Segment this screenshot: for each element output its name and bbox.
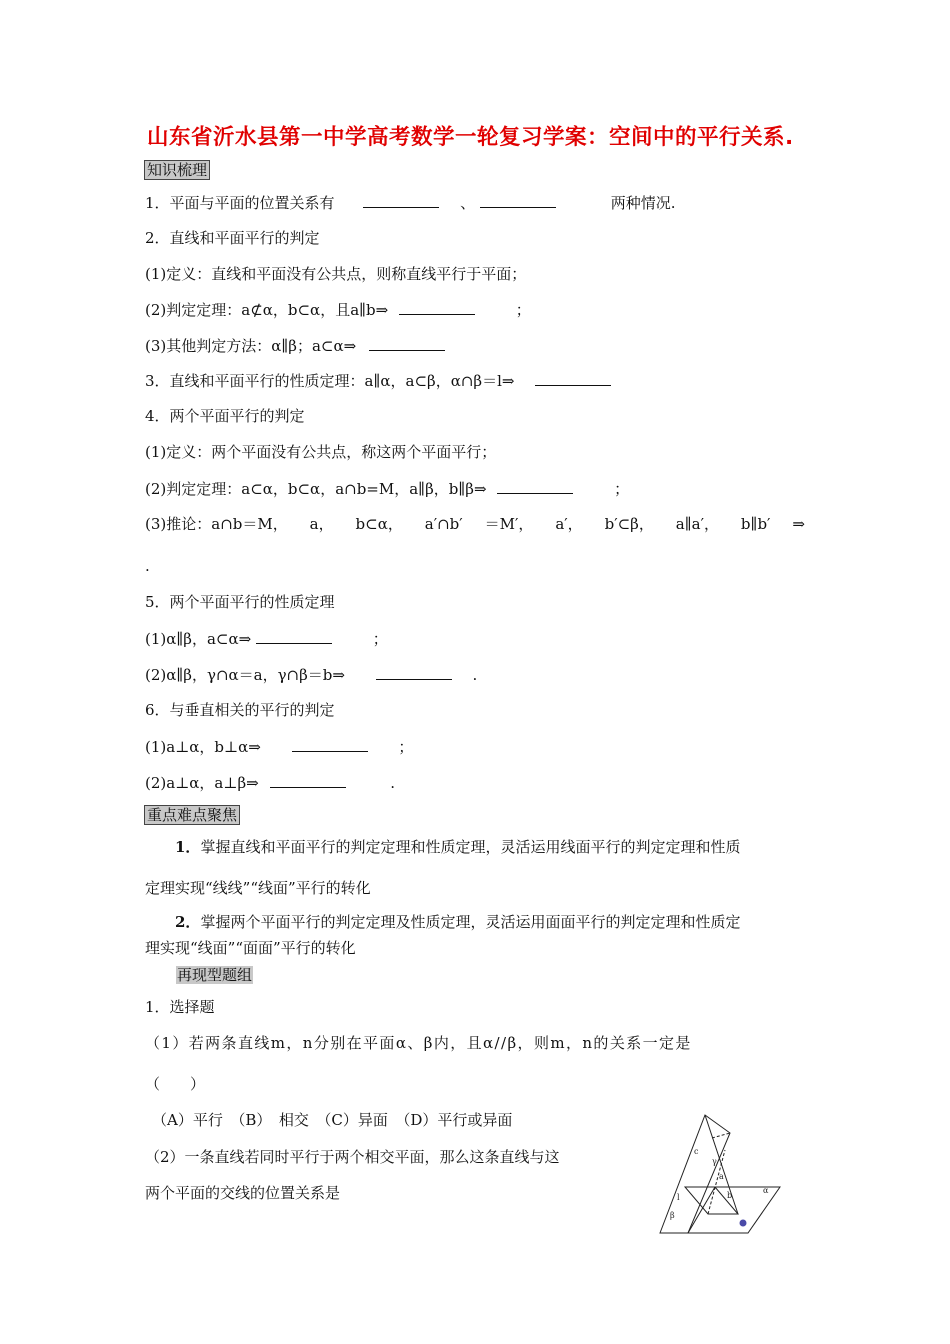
focus-text-2a: 掌握两个平面平行的判定定理及性质定理，灵活运用面面平行的判定定理和性质定: [200, 913, 741, 931]
knowledge-line-8: (1)定义：两个平面没有公共点，称这两个平面平行；: [145, 443, 497, 461]
section-tag-focus: 重点难点聚焦: [144, 805, 240, 825]
knowledge-line-13: [145, 664, 477, 685]
line-9-end: ；: [614, 480, 630, 498]
answer-blank-7[interactable]: [256, 628, 332, 644]
dashed-line: [712, 1133, 730, 1138]
line-12-text: (1)α∥β，a⊂α⇒: [145, 630, 252, 648]
l10-part: ＝M′，: [484, 515, 534, 533]
line-1-separator: 、: [460, 194, 476, 212]
line-15-text: (1)a⊥α，b⊥α⇒: [145, 738, 261, 756]
knowledge-line-11: 5．两个平面平行的性质定理: [145, 593, 335, 611]
l10-part: a，: [309, 515, 334, 533]
answer-blank-8[interactable]: [376, 664, 452, 680]
practice-head: 1．选择题: [145, 998, 215, 1016]
line-4-end: ；: [515, 301, 531, 319]
answer-blank-5[interactable]: [535, 370, 611, 386]
l10-part: a′∩b′: [424, 515, 463, 533]
knowledge-line-2: 2．直线和平面平行的判定: [145, 229, 320, 247]
l10-part: ⇒: [792, 515, 805, 533]
question-1-line-2: （ ）: [145, 1075, 206, 1093]
answer-blank-2[interactable]: [480, 192, 556, 208]
line-13-end: .: [472, 666, 478, 684]
knowledge-line-3: (1)定义：直线和平面没有公共点，则称直线平行于平面；: [145, 265, 527, 283]
focus-para-2-line-2: 理实现“线面”“面面”平行的转化: [145, 939, 356, 957]
section-tag-knowledge: 知识梳理: [144, 160, 210, 180]
label-b: b: [727, 1191, 733, 1200]
line-5-text: (3)其他判定方法：α∥β；a⊂α⇒: [145, 337, 357, 355]
knowledge-line-14: 6．与垂直相关的平行的判定: [145, 701, 335, 719]
answer-blank-6[interactable]: [497, 478, 573, 494]
focus-num-2: 2．: [175, 913, 201, 931]
geometry-figure: [650, 1110, 790, 1240]
label-c: c: [694, 1147, 699, 1156]
line-1-end: 两种情况.: [610, 194, 676, 212]
focus-para-1-line-2: 定理实现“线线”“线面”平行的转化: [145, 879, 371, 897]
knowledge-line-1: [145, 192, 675, 213]
line-1-text: 1．平面与平面的位置关系有: [145, 194, 335, 212]
knowledge-line-4: [145, 299, 531, 320]
focus-text-1a: 掌握直线和平面平行的判定定理和性质定理，灵活运用线面平行的判定定理和性质: [200, 838, 741, 856]
label-a: a: [719, 1172, 724, 1181]
line-15-end: ；: [398, 738, 414, 756]
l10-part: a′，: [555, 515, 583, 533]
knowledge-line-10: [145, 514, 805, 534]
l10-part: (3)推论：a∩b＝M，: [145, 515, 288, 533]
line-13-text: (2)α∥β，γ∩α＝a，γ∩β＝b⇒: [145, 666, 345, 684]
document-title: 山东省沂水县第一中学高考数学一轮复习学案：空间中的平行关系.: [147, 125, 794, 150]
answer-blank-1[interactable]: [363, 192, 439, 208]
knowledge-line-6: [145, 370, 611, 391]
label-gamma: γ: [712, 1157, 717, 1166]
focus-num-1: 1．: [175, 838, 201, 856]
line-16-text: (2)a⊥α，a⊥β⇒: [145, 774, 259, 792]
line-4-text: (2)判定定理：a⊄α，b⊂α，且a∥b⇒: [145, 301, 389, 319]
knowledge-line-5: [145, 335, 445, 356]
knowledge-line-15: [145, 736, 413, 757]
l10-part: b⊂α，: [355, 515, 403, 533]
label-l: l: [677, 1193, 680, 1202]
focus-para-1-line-1: [175, 837, 740, 857]
question-2-line-1: （2）一条直线若同时平行于两个相交平面，那么这条直线与这: [145, 1148, 560, 1166]
line-6-text: 3．直线和平面平行的性质定理：a∥α，a⊂β，α∩β＝l⇒: [145, 372, 515, 390]
knowledge-line-7: 4．两个平面平行的判定: [145, 407, 305, 425]
section-tag-practice: 再现型题组: [177, 966, 253, 984]
answer-blank-9[interactable]: [292, 736, 368, 752]
l10-part: a∥a′，: [675, 515, 719, 533]
question-1-options: （A）平行 （B） 相交 （C）异面 （D）平行或异面: [152, 1111, 513, 1129]
knowledge-line-12: [145, 628, 388, 649]
label-beta: β: [670, 1211, 675, 1220]
knowledge-line-10-tail: .: [145, 557, 150, 575]
answer-blank-4[interactable]: [369, 335, 445, 351]
answer-blank-10[interactable]: [270, 772, 346, 788]
knowledge-line-9: [145, 478, 629, 499]
line-12-end: ；: [372, 630, 388, 648]
focus-para-2-line-1: [175, 912, 740, 932]
label-alpha: α: [763, 1186, 769, 1195]
line-16-end: .: [390, 774, 396, 792]
answer-blank-3[interactable]: [399, 299, 475, 315]
dot-marker: [740, 1220, 747, 1227]
knowledge-line-16: [145, 772, 395, 793]
l10-part: b′⊂β，: [604, 515, 654, 533]
l10-part: b∥b′: [740, 515, 771, 533]
question-1-line-1: （1）若两条直线m，n分别在平面α、β内，且α//β，则m，n的关系一定是: [145, 1034, 692, 1052]
question-2-line-2: 两个平面的交线的位置关系是: [145, 1184, 341, 1202]
line-9-text: (2)判定定理：a⊂α，b⊂α，a∩b=M，a∥β，b∥β⇒: [145, 480, 487, 498]
